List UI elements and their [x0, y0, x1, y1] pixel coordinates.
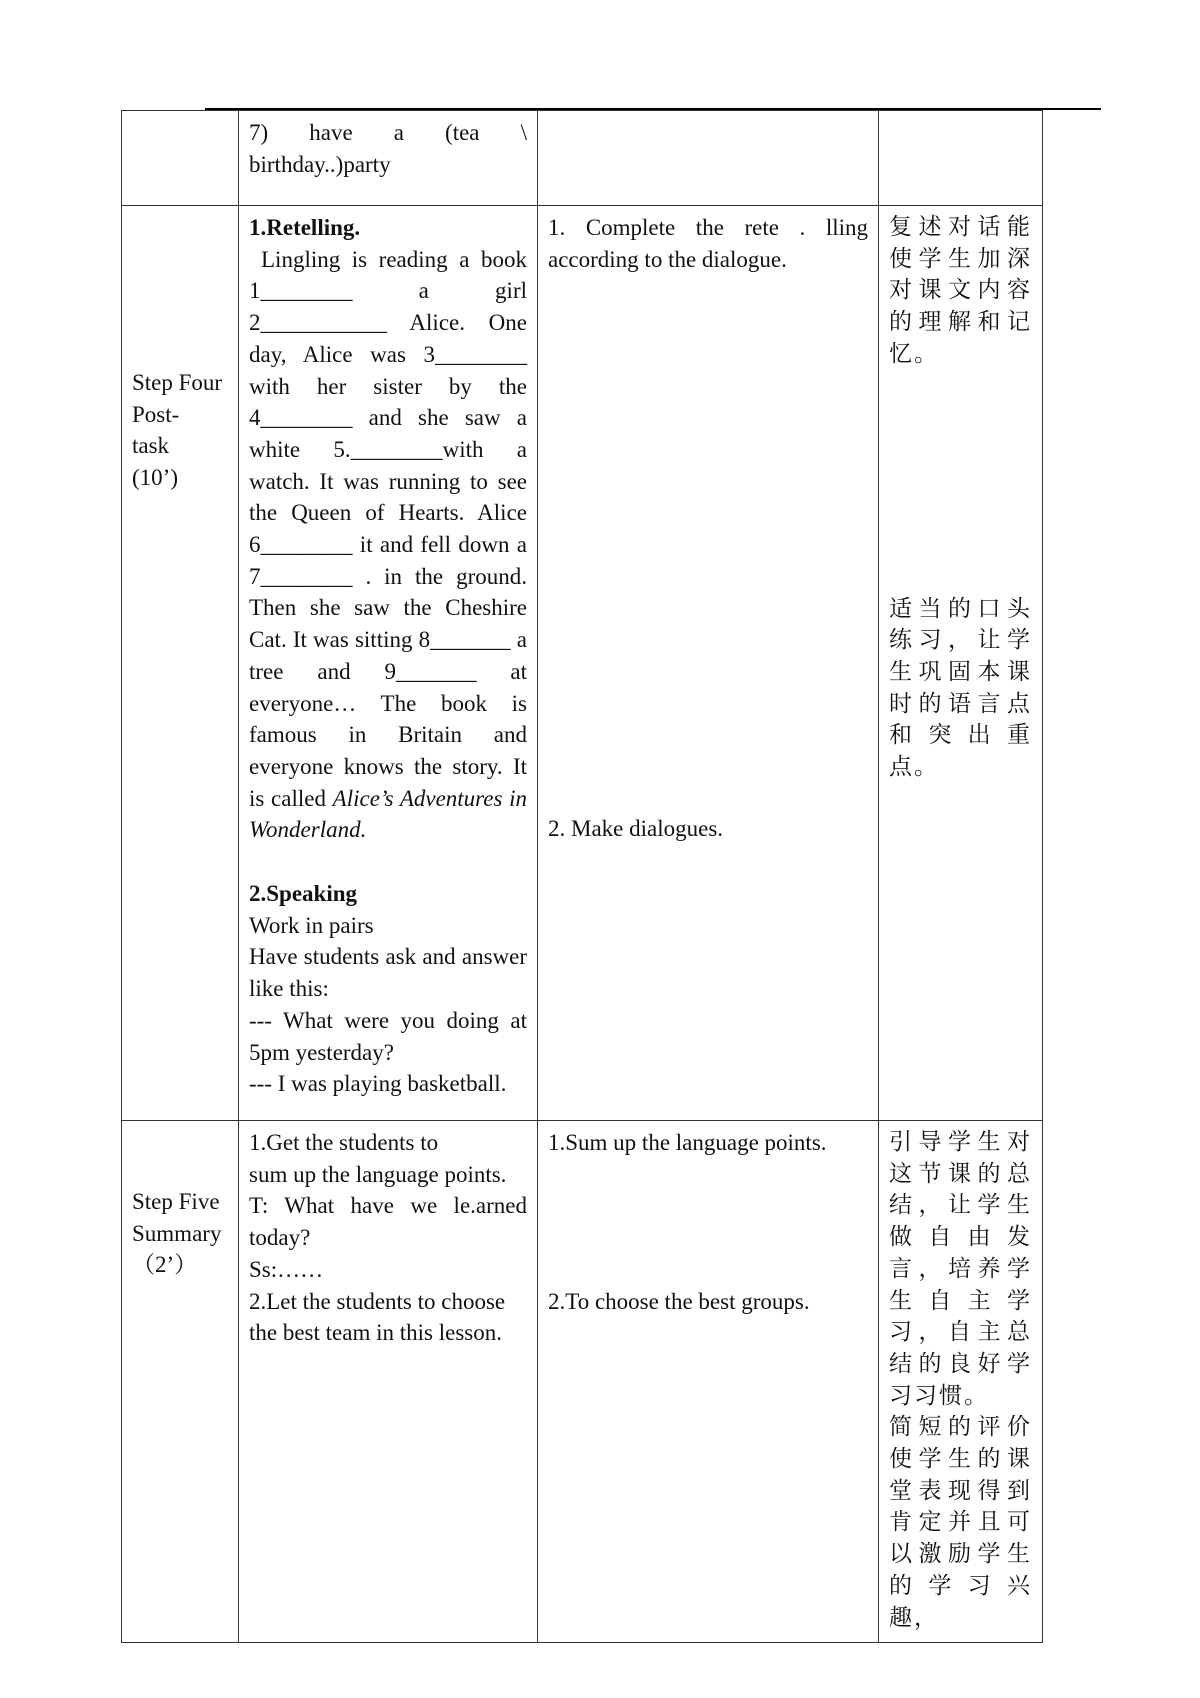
table-row-step-five: [122, 1121, 1043, 1643]
retelling-paragraph: [249, 244, 527, 846]
speaking-question: --- What were you doing at 5pm yesterday?: [249, 1007, 527, 1065]
speaking-line-1: Work in pairs: [249, 912, 374, 938]
purpose-cell-empty: [879, 111, 1043, 206]
speaking-line-2: Have students ask and answer like this:: [249, 944, 527, 1002]
activity-spacer-2: [548, 1159, 868, 1286]
summary-line-2: 2.Let the students to choose the best team in this lesson.: [249, 1288, 506, 1346]
step-four-label: Step Four: [132, 370, 223, 395]
summary-teacher-line: T: What have we le.arned today?: [249, 1193, 527, 1251]
step-four-cell: [122, 206, 239, 1121]
step-five-cell: [122, 1121, 239, 1643]
summary-students-line: Ss:……: [249, 1256, 324, 1282]
table-row-step-four: [122, 206, 1043, 1121]
spacer: [249, 846, 527, 878]
retelling-heading: 1.Retelling.: [249, 215, 361, 240]
table-row-party: [122, 111, 1043, 206]
step-five-label: Step Five: [132, 1189, 220, 1214]
step-five-activity-cell: [538, 1121, 879, 1643]
purpose-speaking: 适当的口头练习，让学生巩固本课时的语言点和突出重点。: [889, 595, 1032, 781]
retelling-book-title: Alice’s Adventures in Wonderland.: [249, 785, 528, 843]
step-four-content-cell: [239, 206, 538, 1121]
step-cell-empty: [122, 111, 239, 206]
activity-dialogues: 2. Make dialogues.: [548, 816, 724, 842]
step-five-stage: Summary: [132, 1220, 222, 1246]
step-five-time: （2’）: [132, 1252, 198, 1278]
purpose-evaluation: 简短的评价使学生的课堂表现得到肯定并且可以激励学生的学习兴趣，: [889, 1414, 1032, 1631]
purpose-summary: 引导学生对这节课的总结，让学生做自由发言，培养学生自主学习，自主总结的良好学习习惯。: [889, 1129, 1032, 1409]
speaking-heading: 2.Speaking: [249, 881, 358, 907]
retelling-text: Lingling is reading a book 1________ a girl 2___________ Alice. One day, Alice was 3________ with her sister by the 4________ and she saw a white 5.________with a watch. It was running to see the Queen of Hearts. Alice 6________ it and fell down a 7________ . in the ground. Then she saw the Cheshire Cat. It was sitting 8_______ a tree and 9_______ at everyone… The book is famous in Britain and everyone knows the story. It is called: [249, 246, 527, 811]
purpose-retelling: 复述对话能使学生加深对课文内容的理解和记忆。: [889, 214, 1032, 367]
step-four-stage: Post-: [132, 401, 180, 427]
speaking-answer: --- I was playing basketball.: [249, 1071, 507, 1097]
activity-retelling: 1. Complete the rete . lling according to the dialogue.: [548, 215, 868, 272]
summary-line-1a: 1.Get the students to: [249, 1130, 439, 1155]
activity-choose-groups: 2.To choose the best groups.: [548, 1288, 810, 1314]
step-four-purpose-cell: [879, 206, 1043, 1121]
activity-spacer: [548, 275, 868, 813]
party-text: 7) have a (tea \ birthday..)party: [249, 120, 527, 177]
step-five-purpose-cell: [879, 1121, 1043, 1643]
summary-line-1b: sum up the language points.: [249, 1161, 507, 1187]
activity-cell-empty: [538, 111, 879, 206]
step-four-stage-2: task: [132, 433, 170, 459]
content-cell: [239, 111, 538, 206]
lesson-plan-table: [121, 110, 1043, 1643]
step-four-activity-cell: [538, 206, 879, 1121]
step-four-time: (10’): [132, 465, 178, 491]
step-five-content-cell: [239, 1121, 538, 1643]
activity-sum-up: 1.Sum up the language points.: [548, 1130, 827, 1155]
purpose-spacer: [889, 371, 1032, 594]
